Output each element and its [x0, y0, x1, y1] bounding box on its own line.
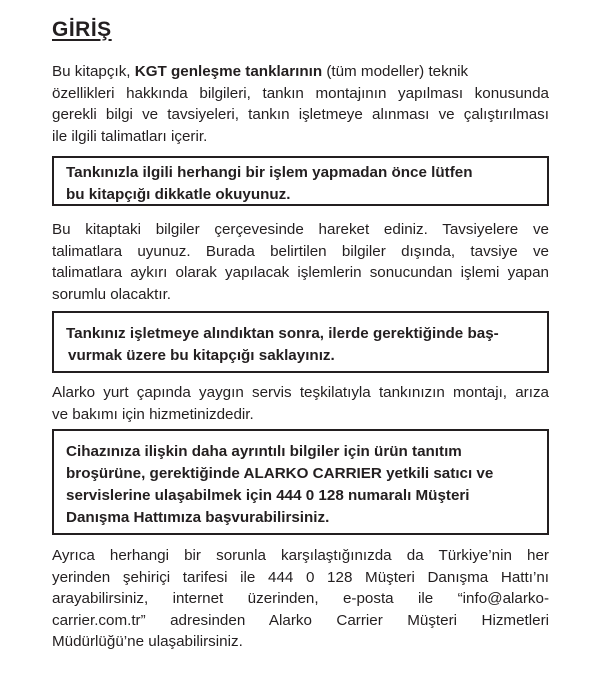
instructions-line-1: Bu kitaptaki bilgiler çerçevesinde hareket ediniz. Tavsiyelere ve	[52, 221, 549, 238]
contact-paragraph	[52, 545, 549, 653]
notice-box-customer-line	[52, 429, 549, 535]
contact-line-4: carrier.com.tr” adresinden Alarko Carrier Müşteri Hizmetleri	[52, 611, 549, 629]
contact-line-1: Ayrıca herhangi bir sorunla karşılaştığınızda da Türkiye’nin her	[52, 547, 549, 564]
contact-line-2: yerinden şehiriçi tarifesi ile 444 0 128 Müşteri Danışma Hattı’nı	[52, 568, 549, 586]
notice-1-line-1: Tankınızla ilgili herhangi bir işlem yapmadan önce lütfen	[66, 164, 473, 181]
notice-1-line-2: bu kitapçığı dikkatle okuyunuz.	[66, 185, 291, 203]
notice-3-line-2: broşürüne, gerektiğinde ALARKO CARRIER yetkili satıcı ve	[66, 465, 494, 482]
instructions-line-2: talimatlara uyunuz. Burada belirtilen bilgiler dışında, tavsiye ve	[52, 242, 549, 260]
notice-3-line-4: Danışma Hattımıza başvurabilirsiniz.	[66, 509, 330, 526]
notice-box-keep-manual	[52, 311, 549, 373]
notice-box-read-manual	[52, 156, 549, 206]
intro-line-1	[52, 61, 549, 83]
notice-2-line-2: vurmak üzere bu kitapçığı saklayınız.	[68, 346, 335, 364]
intro-line-1-text-b: (tüm modeller) teknik	[322, 63, 469, 80]
contact-line-3: arayabilirsiniz, internet üzerinden, e-posta ile “info@alarko-	[52, 590, 549, 607]
instructions-line-3: talimatlara aykırı olarak yapılacak işlemlerin sonucundan işlemi yapan	[52, 264, 549, 281]
notice-box-read-manual-text	[66, 162, 537, 205]
section-heading: GİRİŞ	[52, 18, 112, 41]
service-paragraph	[52, 382, 549, 425]
instructions-line-4: sorumlu olacaktır.	[52, 285, 172, 303]
notice-box-customer-line-text	[66, 441, 537, 529]
intro-line-3: gerekli bilgi ve tavsiyeleri, tankın işletmeye alınması ve çalıştırılması	[52, 106, 549, 123]
service-line-1: Alarko yurt çapında yaygın servis teşkilatıyla tankınızın montajı, arıza	[52, 384, 549, 401]
intro-line-4: ile ilgili talimatları içerir.	[52, 127, 208, 145]
notice-3-line-1: Cihazınıza ilişkin daha ayrıntılı bilgiler için ürün tanıtım	[66, 443, 462, 460]
contact-line-5: Müdürlüğü’ne ulaşabilirsiniz.	[52, 633, 243, 650]
notice-3-line-3: servislerine ulaşabilmek için 444 0 128 numaralı Müşteri	[66, 487, 470, 504]
intro-product-name: KGT genleşme tanklarının	[134, 63, 323, 80]
intro-line-1-text-a: Bu kitapçık,	[52, 63, 135, 80]
service-line-2: ve bakımı için hizmetinizdedir.	[52, 405, 254, 423]
intro-paragraph	[52, 61, 549, 147]
notice-2-line-1: Tankınız işletmeye alındıktan sonra, ilerde gerektiğinde baş-	[66, 325, 499, 342]
instructions-paragraph	[52, 219, 549, 305]
intro-line-2: özellikleri hakkında bilgileri, tankın montajının yapılması konusunda	[52, 84, 549, 102]
notice-box-keep-manual-text	[66, 323, 537, 366]
